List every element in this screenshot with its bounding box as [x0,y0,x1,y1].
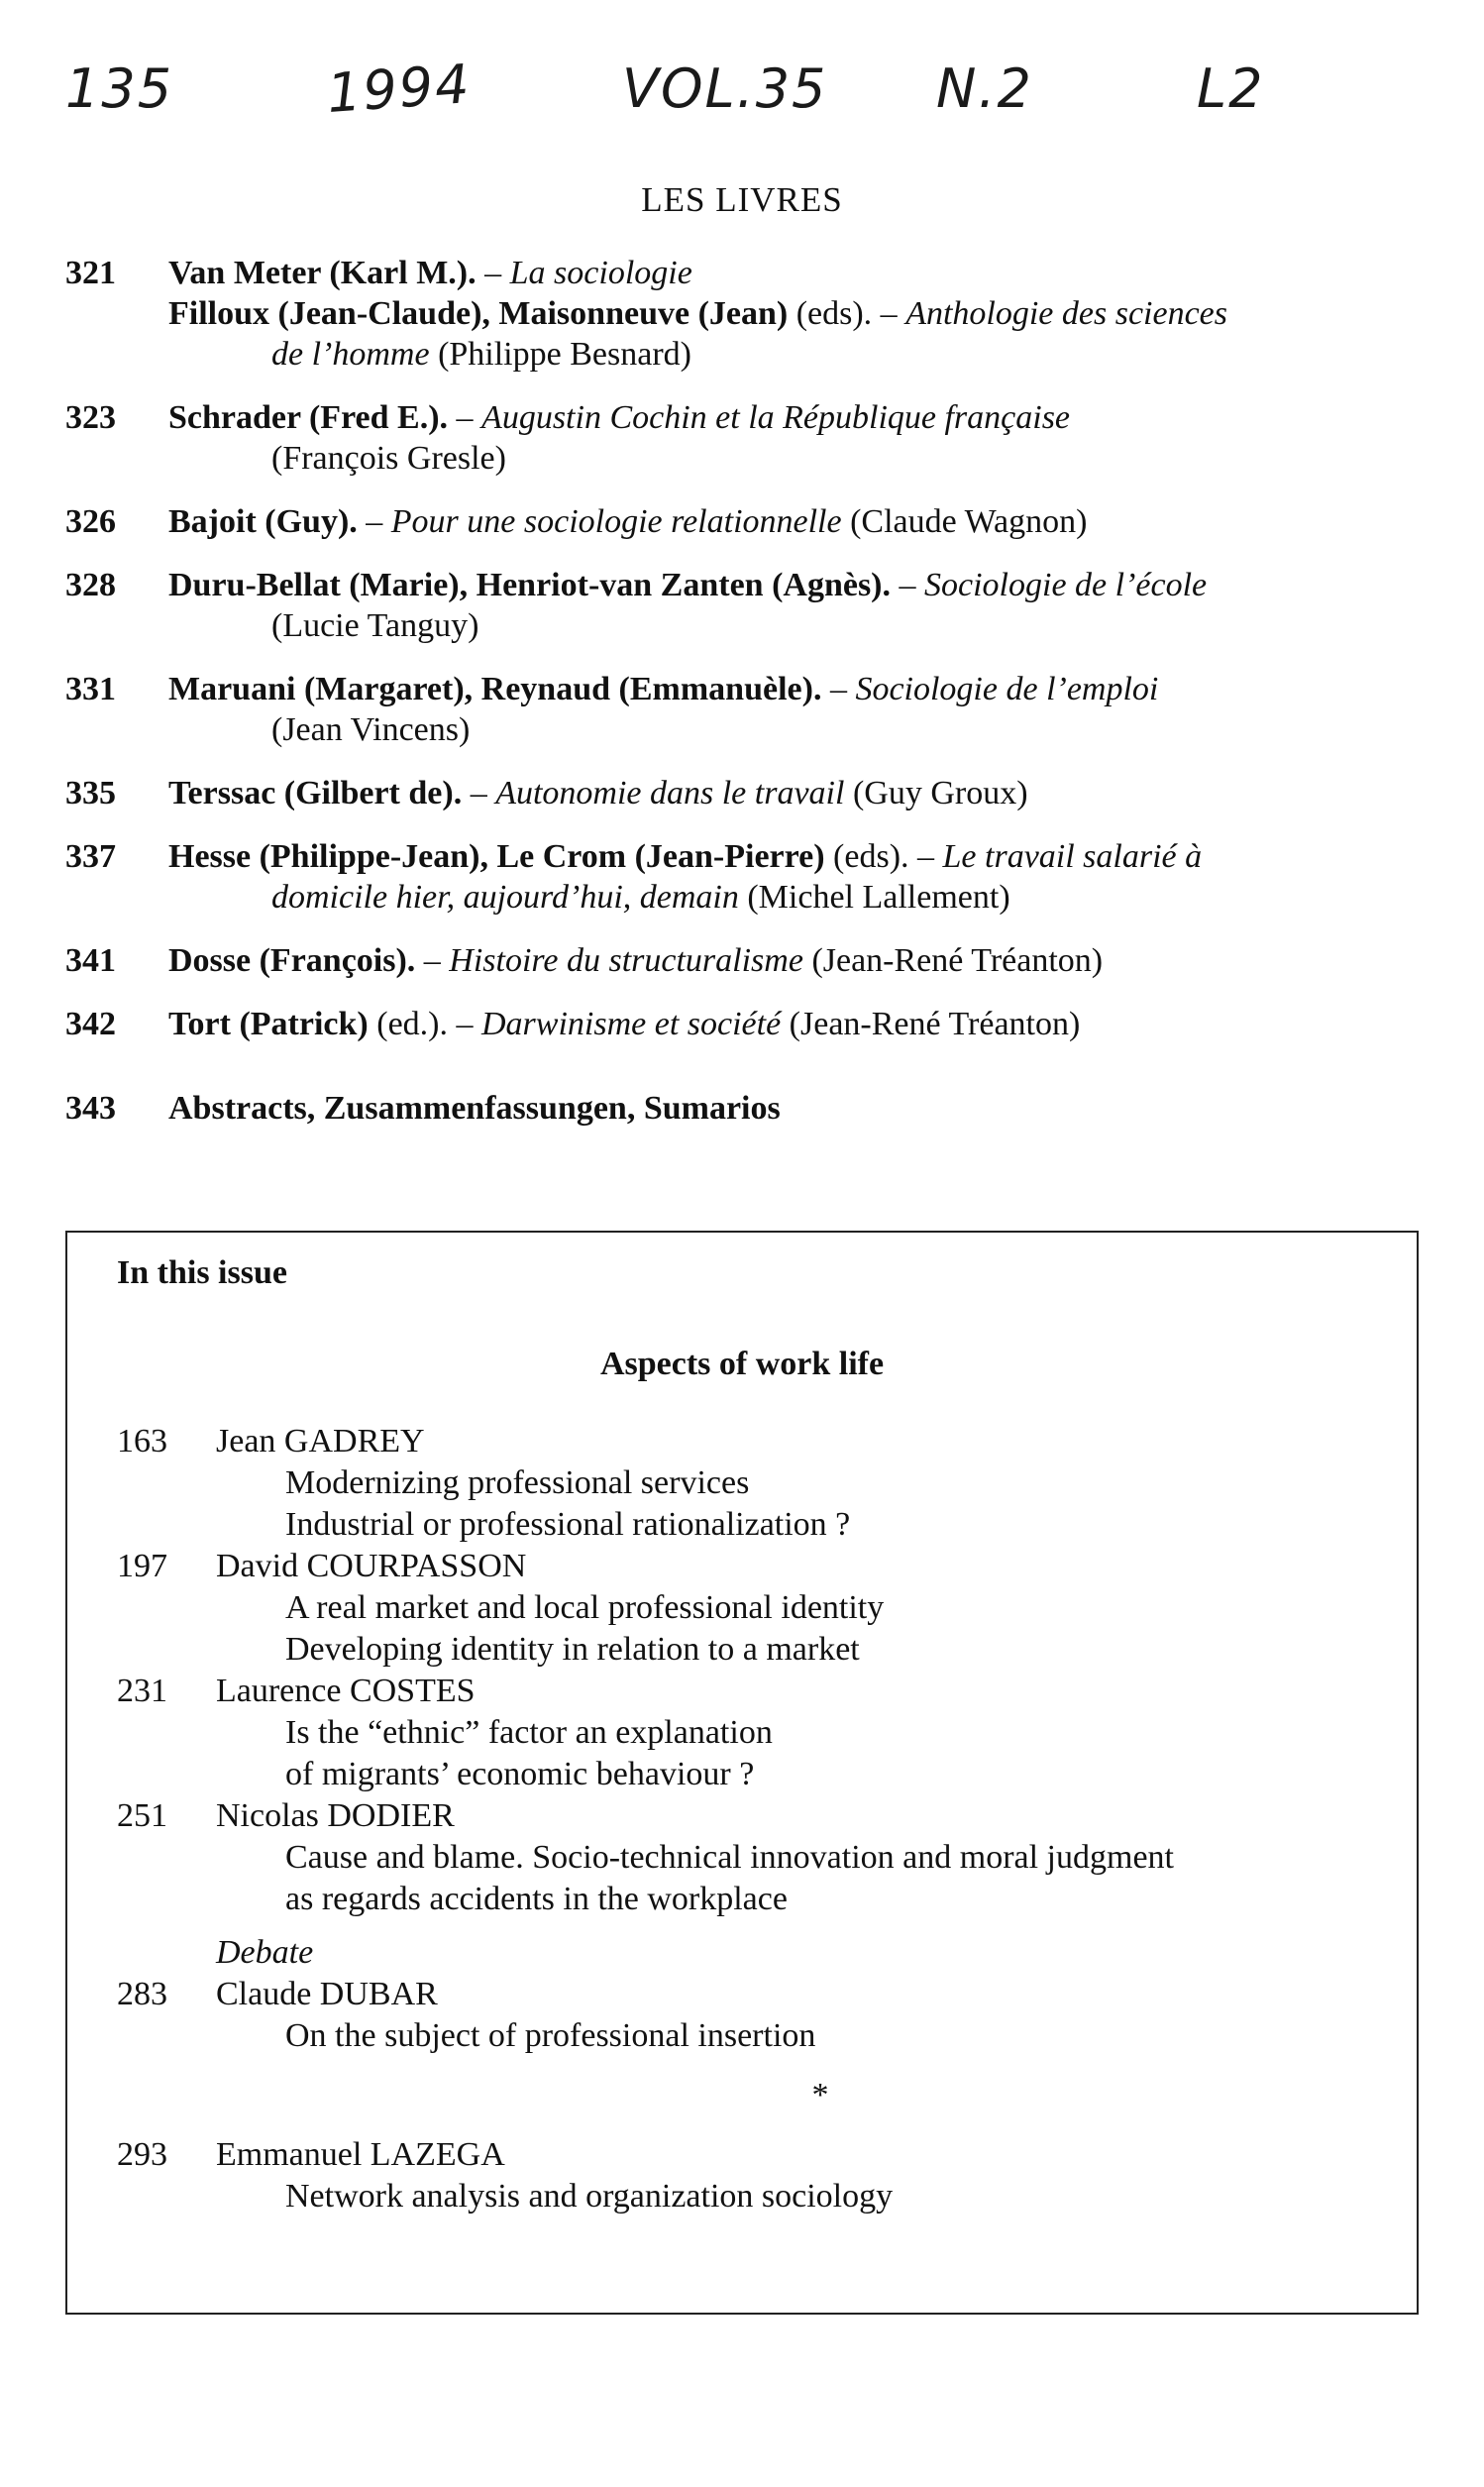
book-page-number: 337 [65,838,116,875]
issue-box-subtitle: Aspects of work life [599,1346,885,1382]
article-content [216,1974,1385,2057]
book-title: de l’homme [271,336,430,373]
handwritten-number: 135 [65,57,174,120]
article-title-line: Industrial or professional rationalization ? [285,1506,851,1543]
article-entry [117,2134,1385,2217]
book-title: domicile hier, aujourd’hui, demain [271,879,739,916]
book-entry-text [168,1004,1432,1044]
article-title-line: Cause and blame. Socio-technical innovation and moral judgment [285,1839,1174,1876]
book-dash: – [448,399,482,436]
book-page-number: 328 [65,567,116,603]
book-dash: – [891,567,925,603]
article-title-line: Modernizing professional services [285,1464,750,1501]
book-title: Sociologie de l’emploi [855,671,1159,707]
book-title: Le travail salarié à [942,838,1203,875]
book-dash: (eds). – [788,295,906,332]
abstracts-page-number: 343 [65,1090,116,1127]
book-entry-line [168,669,1432,709]
article-entry [117,1974,1385,2057]
book-title: Histoire du structuralisme [449,942,803,979]
book-author: Schrader (Fred E.). [168,399,449,436]
article-entry [117,1795,1385,1920]
book-entry-line [168,940,1432,981]
book-entry-line [168,501,1432,542]
book-page-number: 326 [65,503,116,540]
article-title-line: as regards accidents in the workplace [285,1881,788,1917]
book-entry [65,940,1432,981]
article-title-line: Is the “ethnic” factor an explanation [285,1714,773,1751]
book-dash: – [462,775,496,811]
book-entry-line [168,565,1432,605]
book-dash: – [821,671,856,707]
article-title-line: On the subject of professional insertion [285,2017,816,2054]
book-author: Tort (Patrick) [168,1006,369,1042]
book-entry-line [168,397,1432,438]
book-author: Dosse (François). [168,942,416,979]
article-content [216,1421,1385,1546]
article-author: Laurence COSTES [216,1673,476,1709]
article-page-number: 163 [117,1423,167,1460]
book-entry-line [168,1004,1432,1044]
book-dash: – [357,503,391,540]
book-author: Terssac (Gilbert de). [168,775,463,811]
book-entry-continuation [168,605,1432,646]
book-entry-text [168,565,1432,646]
handwritten-volume: VOL.35 [622,57,828,120]
book-dash: – [476,255,510,291]
book-dash: – [415,942,450,979]
book-dash: (ed.). – [368,1006,481,1042]
article-entry [117,1546,1385,1671]
article-entry [117,1421,1385,1546]
handwritten-annotations [0,48,1484,157]
book-title: Anthologie des sciences [905,295,1227,332]
article-title-line: Developing identity in relation to a market [285,1631,860,1668]
book-author: Bajoit (Guy). [168,503,358,540]
article-title-line: A real market and local professional identity [285,1589,885,1626]
book-entry [65,836,1432,918]
issue-box-title: In this issue [117,1254,287,1291]
book-author: Hesse (Philippe-Jean), Le Crom (Jean-Pierre) [168,838,825,875]
article-author: Nicolas DODIER [216,1797,455,1834]
article-author: Claude DUBAR [216,1976,438,2012]
book-dash: (eds). – [824,838,943,875]
book-page-number: 331 [65,671,116,707]
book-reviewer: (François Gresle) [271,440,506,477]
book-entry-text [168,773,1432,813]
article-list [117,1421,1385,2217]
book-entry [65,669,1432,750]
book-reviewer: (Claude Wagnon) [841,503,1088,540]
book-entry-line [168,253,1432,293]
book-reviewer: (Jean-René Tréanton) [781,1006,1081,1042]
section-heading: LES LIVRES [641,180,843,219]
book-page-number: 321 [65,255,116,291]
article-page-number: 283 [117,1976,167,2012]
debate-label: Debate [216,1934,314,1971]
book-entry [65,565,1432,646]
book-entry [65,397,1432,479]
book-entry-continuation [168,334,1432,375]
book-reviewer: (Michel Lallement) [738,879,1010,916]
book-entry-continuation [168,438,1432,479]
book-title: La sociologie [509,255,692,291]
book-page-number: 341 [65,942,116,979]
book-reviewer: (Jean-René Tréanton) [802,942,1104,979]
book-entry-line [168,836,1432,877]
article-author: Emmanuel LAZEGA [216,2136,505,2173]
book-entry-text [168,940,1432,981]
book-entry-text [168,253,1432,375]
separator-asterisk: * [811,2077,829,2113]
book-entry-line [168,293,1432,334]
book-title: Autonomie dans le travail [495,775,845,811]
article-page-number: 251 [117,1797,167,1834]
handwritten-year: 1994 [324,53,474,125]
book-entry-text [168,669,1432,750]
book-reviewer: (Lucie Tanguy) [271,607,479,644]
abstracts-entry [65,1088,1432,1129]
book-reviewer: (Jean Vincens) [271,711,471,748]
article-title-line: Network analysis and organization sociology [285,2178,894,2215]
book-entry-text [168,397,1432,479]
book-reviewer: (Philippe Besnard) [429,336,691,373]
article-page-number: 293 [117,2136,167,2173]
handwritten-mark: L2 [1197,57,1265,120]
article-author: David COURPASSON [216,1548,527,1584]
book-title: Sociologie de l’école [924,567,1208,603]
article-author: Jean GADREY [216,1423,425,1460]
book-author: Filloux (Jean-Claude), Maisonneuve (Jean) [168,295,789,332]
in-this-issue-box [65,1231,1419,2315]
book-review-list [65,253,1432,1151]
book-title: Pour une sociologie relationnelle [390,503,842,540]
book-title: Darwinisme et société [481,1006,782,1042]
book-entry-line [168,773,1432,813]
article-content [216,1671,1385,1795]
handwritten-issue: N.2 [936,57,1033,120]
book-entry-text [168,501,1432,542]
article-entry [117,1671,1385,1795]
book-title: Augustin Cochin et la République française [481,399,1071,436]
book-entry [65,1004,1432,1044]
book-author: Duru-Bellat (Marie), Henriot-van Zanten (Agnès). [168,567,892,603]
book-entry-text [168,836,1432,918]
book-page-number: 335 [65,775,116,811]
book-entry [65,501,1432,542]
book-page-number: 323 [65,399,116,436]
article-page-number: 197 [117,1548,167,1584]
book-author: Maruani (Margaret), Reynaud (Emmanuèle). [168,671,822,707]
abstracts-label: Abstracts, Zusammenfassungen, Sumarios [168,1090,781,1127]
book-reviewer: (Guy Groux) [844,775,1028,811]
book-author: Van Meter (Karl M.). [168,255,477,291]
book-entry-continuation [168,877,1432,918]
book-entry [65,253,1432,375]
article-page-number: 231 [117,1673,167,1709]
book-page-number: 342 [65,1006,116,1042]
book-entry-continuation [168,709,1432,750]
book-entry [65,773,1432,813]
article-content [216,2134,1385,2217]
article-content [216,1546,1385,1671]
article-content [216,1795,1385,1920]
article-title-line: of migrants’ economic behaviour ? [285,1756,755,1792]
